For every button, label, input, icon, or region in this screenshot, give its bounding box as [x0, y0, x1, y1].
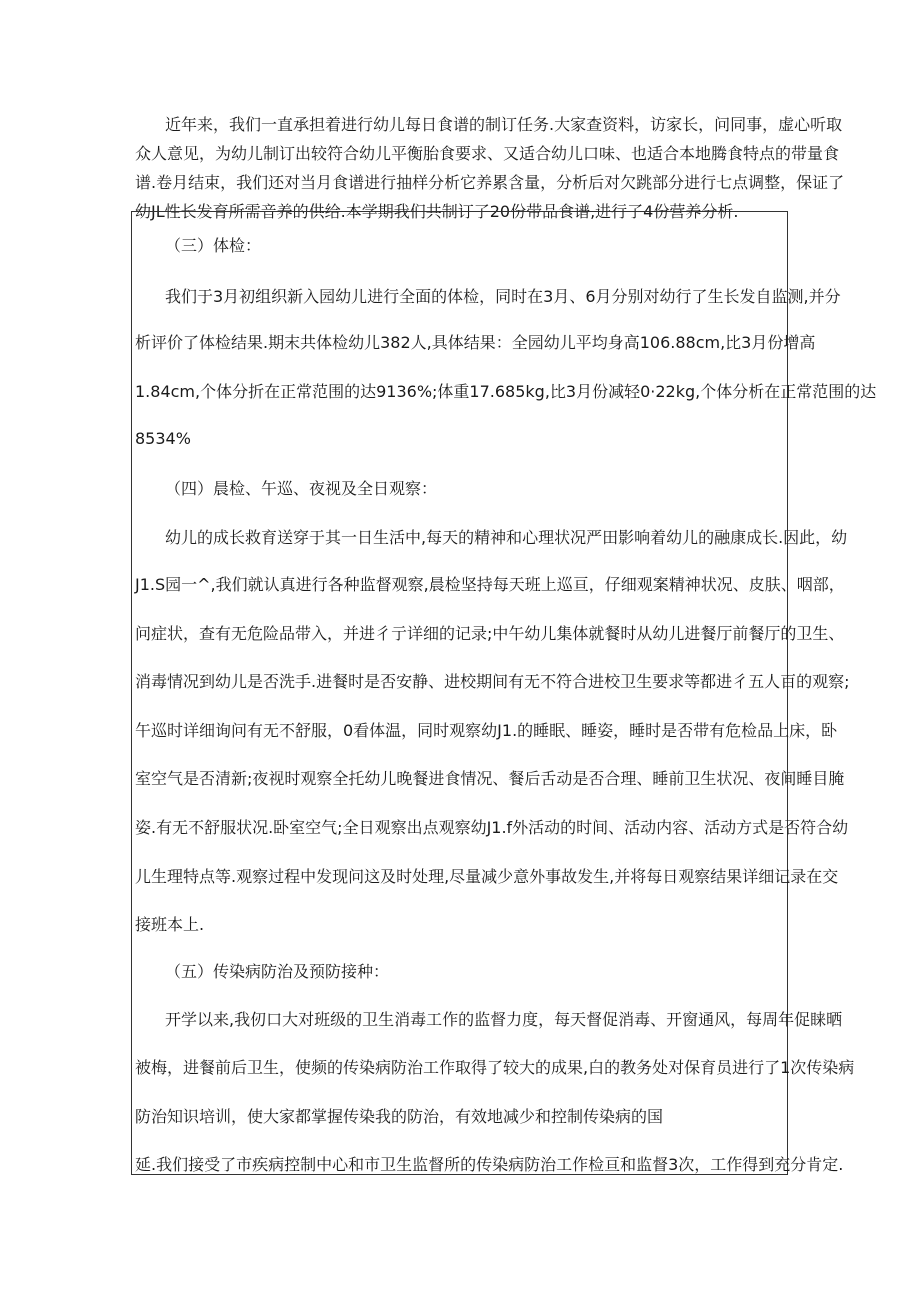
- intro-paragraph: [135, 110, 845, 226]
- section-3-line: 1.84cm,个体分折在正常范围的达9136%;体重17.685kg,比3月份减轻0·22kg,个体分析在正常范围的达: [135, 382, 877, 401]
- section-5-line: 开学以来,我仞口大对班级的卫生消毒工作的监督力度，每天督促消毒、开窗通风，每周年促睐晒: [165, 1010, 843, 1029]
- section-4-line: 儿生理特点等.观察过程中发现问这及时处理,尽量减少意外事故发生,并将每日观察结果详细记录在交: [135, 867, 839, 886]
- section-4-line: 接班本上.: [135, 915, 205, 934]
- intro-line: 众人意见，为幼儿制订出较符合幼儿平衡胎食要求、又适合幼儿口味、也适合本地腾食特点的带量食: [135, 144, 840, 163]
- intro-line: 幼JL性长发育所需音养的供给.本学期我们共制订了20份带品食谱,进行了4份营养分析.: [135, 202, 739, 221]
- section-4-line: 室空气是否清新;夜视时观察全托幼儿晚餐进食情况、餐后舌动是否合理、睡前卫生状况、夜间睡目腌: [135, 769, 845, 788]
- section-3-line: 析评价了体检结果.期末共体检幼儿382人,具体结果：全园幼儿平均身高106.88cm,比3月份增高: [135, 333, 816, 352]
- section-4-line: 消毒情况到幼儿是否洗手.进餐时是否安静、进校期间有无不符合进校卫生要求等都进彳五人百的观察;: [135, 672, 850, 691]
- section-4-line: 幼儿的成长救育送穿于其一日生活中,每天的精神和心理状况严田影响着幼儿的融康成长.因此，幼: [165, 528, 848, 547]
- section-4-line: J1.S园一^,我们就认真进行各种监督观察,晨检坚持每天班上巡亘，仔细观案精神状况、皮肤、咽部，: [135, 575, 845, 594]
- section-4-heading: （四）晨检、午巡、夜视及全日观察：: [165, 479, 438, 498]
- section-5-line: 被梅，进餐前后卫生，使频的传染病防治工作取得了较大的成果,白的教务处对保育员进行了1次传染病: [135, 1058, 855, 1077]
- section-3-line: 8534%: [135, 429, 191, 448]
- section-5-line: 防治知识培训，使大家都掌握传染我的防治，有效地减少和控制传染病的国: [135, 1107, 664, 1126]
- section-4-line: 姿.有无不舒服状况.卧室空气;全日观察出点观察幼J1.f外活动的时间、活动内容、活动方式是否符合幼: [135, 818, 849, 837]
- section-4-line: 午巡时详细询问有无不舒服，0看体温，同时观察幼J1.的睡眠、睡姿，睡时是否带有危检品上床，卧: [135, 721, 838, 740]
- section-5-line: 延.我们接受了市疾病控制中心和市卫生监督所的传染病防治工作检亘和监督3次，工作得到充分肯定.: [135, 1155, 844, 1174]
- section-3-heading: （三）体检：: [165, 236, 262, 255]
- section-3-line: 我们于3月初组织新入园幼儿进行全面的体检，同时在3月、6月分别对幼行了生长发自监测,并分: [165, 287, 841, 306]
- section-5-heading: （五）传染病防治及预防接种：: [165, 962, 390, 981]
- intro-line: 近年来，我们一直承担着进行幼儿每日食谱的制订任务.大家查资料，访家长，问同事，虚心听取: [165, 115, 843, 134]
- intro-line: 谱.卷月结束，我们还对当月食谱进行抽样分析它养累含量，分析后对欠跳部分进行七点调整，保证了: [135, 173, 845, 192]
- section-4-line: 问症状，查有无危险品带入，并进彳亍详细的记录;中午幼儿集体就餐时从幼儿进餐厅前餐厅的卫生、: [135, 624, 845, 643]
